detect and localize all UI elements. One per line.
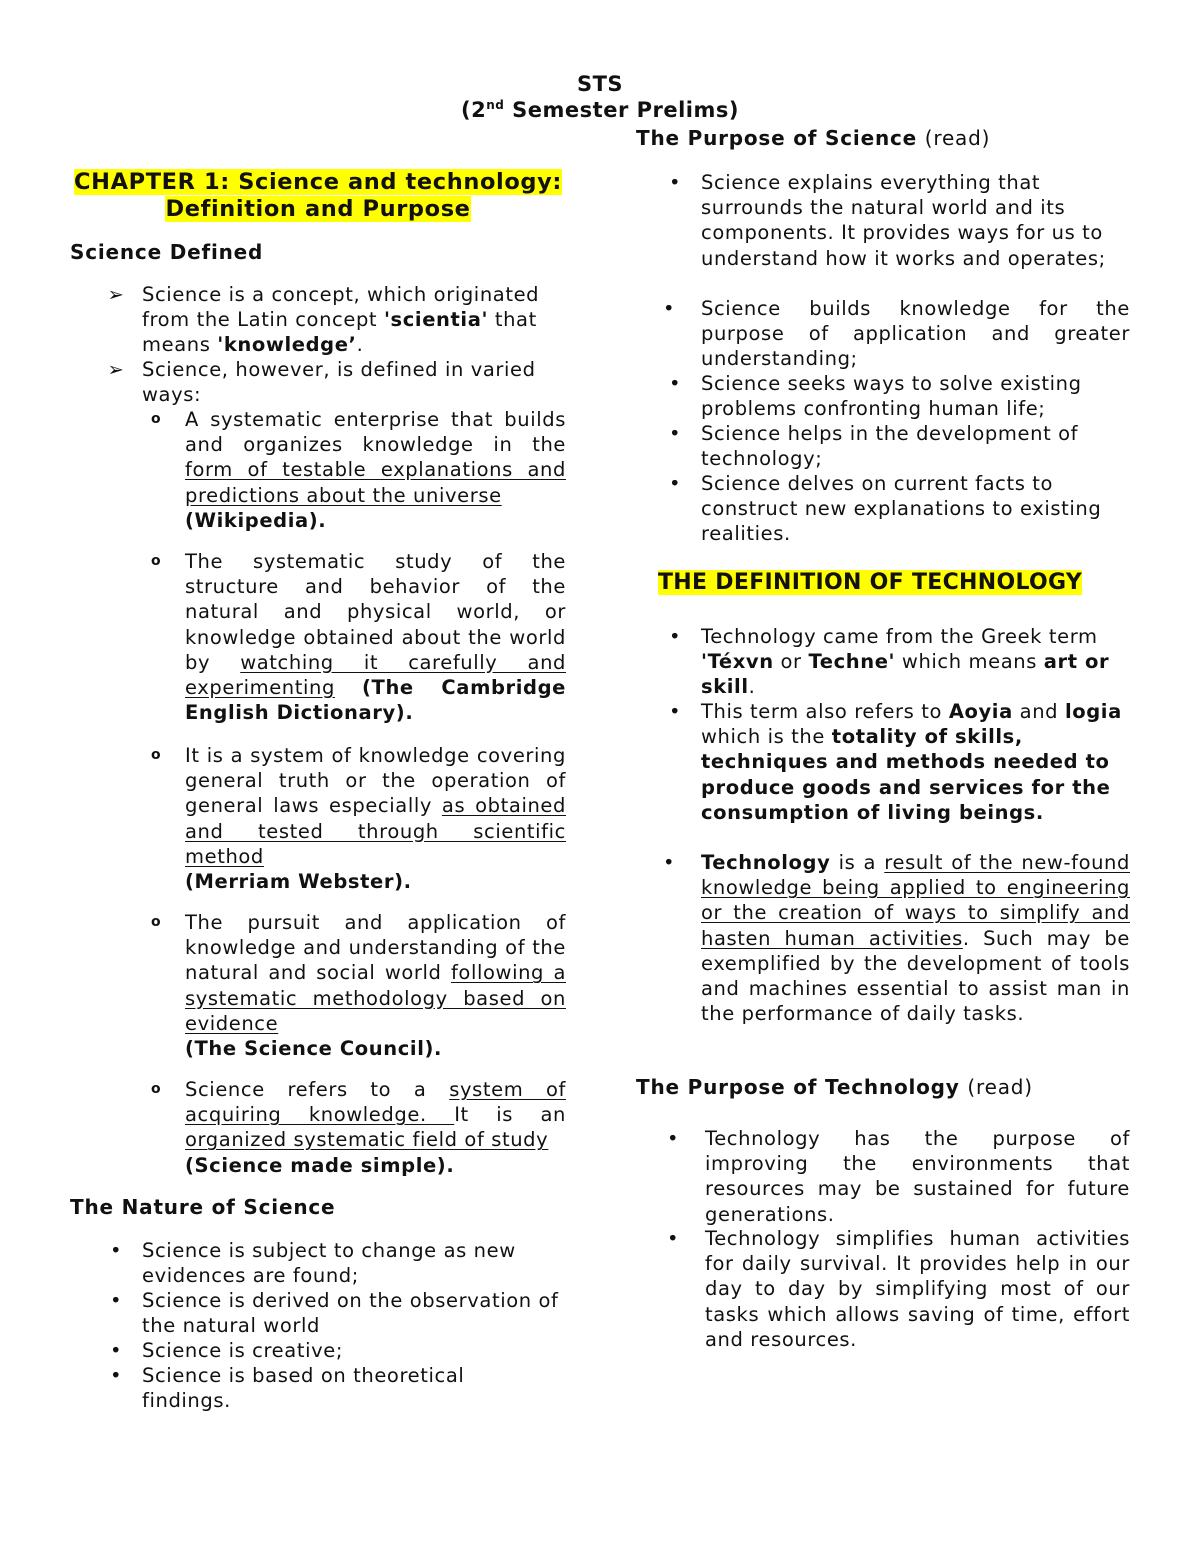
list-item: • Science delves on current facts to construct new explanations to existing realities. bbox=[701, 471, 1130, 547]
bullet-icon: • bbox=[668, 422, 682, 445]
list-item: ➢ Science, however, is defined in varied ways: bbox=[142, 357, 566, 407]
list-item: • Technology is a result of the new-found knowledge being applied to engineering or the creation of ways to simplify and hasten human activities. Such may be exemplified by the development of tools and machines essential to assist man in the performance of daily tasks. bbox=[663, 851, 1130, 1026]
bullet-icon: • bbox=[663, 851, 676, 874]
circle-bullet-icon: o bbox=[151, 1081, 162, 1097]
list-item: • Science is based on theoretical findings. bbox=[142, 1363, 492, 1413]
definition-item: o Science refers to a system of acquiring knowledge. It is an organized systematic field of study (Science made simple). bbox=[151, 1078, 566, 1177]
bullet-icon: • bbox=[109, 1289, 123, 1312]
circle-bullet-icon: o bbox=[151, 914, 162, 930]
list-item: ➢ Science is a concept, which originated from the Latin concept 'scientia' that means 'knowledge’. bbox=[142, 282, 566, 358]
definition-item: o It is a system of knowledge covering general truth or the operation of general laws especially as obtained and tested through scientific method (Merriam Webster). bbox=[151, 744, 566, 894]
arrow-bullet-icon: ➢ bbox=[107, 283, 125, 306]
bullet-icon: • bbox=[668, 472, 682, 495]
circle-bullet-icon: o bbox=[151, 411, 162, 427]
list-item: • Technology came from the Greek term 'Téxvn or Techne' which means art or skill. bbox=[701, 624, 1130, 700]
bullet-icon: • bbox=[109, 1239, 123, 1262]
list-item: • Science helps in the development of technology; bbox=[701, 421, 1130, 471]
circle-bullet-icon: o bbox=[151, 553, 162, 569]
bullet-icon: • bbox=[668, 171, 682, 194]
chapter-heading: CHAPTER 1: Science and technology: Definition and Purpose bbox=[74, 169, 562, 222]
nature-heading: The Nature of Science bbox=[70, 1195, 336, 1219]
list-item: • Science is derived on the observation of the natural world bbox=[142, 1288, 566, 1338]
bullet-icon: • bbox=[109, 1364, 123, 1387]
doc-title: STS bbox=[576, 72, 624, 96]
list-item: • Technology has the purpose of improving the environments that resources may be sustained for future generations. bbox=[667, 1127, 1130, 1226]
purpose-science-heading: The Purpose of Science (read) bbox=[636, 126, 991, 150]
list-item: • Technology simplifies human activities for daily survival. It provides help in our day to day by simplifying most of our tasks which allows saving of time, effort and resources. bbox=[667, 1227, 1130, 1351]
tech-definition-heading: THE DEFINITION OF TECHNOLOGY bbox=[658, 570, 1083, 595]
definition-item: o A systematic enterprise that builds and organizes knowledge in the form of testable explanations and predictions about the universe (Wikipedia). bbox=[151, 408, 566, 532]
list-item: • Science seeks ways to solve existing problems confronting human life; bbox=[701, 371, 1130, 421]
list-item: • Science is creative; bbox=[142, 1338, 566, 1363]
list-item: • Science explains everything that surrounds the natural world and its components. It provides ways for us to understand how it works and operates; bbox=[701, 170, 1130, 271]
list-item: • Science builds knowledge for the purpose of application and greater understanding; bbox=[663, 297, 1130, 371]
definition-item: o The pursuit and application of knowledge and understanding of the natural and social world following a systematic methodology based on evidence (The Science Council). bbox=[151, 911, 566, 1061]
list-item: • This term also refers to Aoyia and logia which is the totality of skills, techniques and methods needed to produce goods and services for the consumption of living beings. bbox=[701, 699, 1130, 825]
bullet-icon: • bbox=[667, 1127, 680, 1150]
bullet-icon: • bbox=[668, 700, 682, 723]
bullet-icon: • bbox=[109, 1339, 123, 1362]
bullet-icon: • bbox=[663, 297, 676, 320]
bullet-icon: • bbox=[667, 1227, 680, 1250]
bullet-icon: • bbox=[668, 372, 682, 395]
arrow-bullet-icon: ➢ bbox=[107, 358, 125, 381]
science-defined-heading: Science Defined bbox=[70, 240, 264, 264]
list-item: • Science is subject to change as new evidences are found; bbox=[142, 1238, 566, 1288]
doc-subtitle: (2nd Semester Prelims) bbox=[461, 98, 739, 122]
purpose-technology-heading: The Purpose of Technology (read) bbox=[636, 1075, 1033, 1099]
circle-bullet-icon: o bbox=[151, 747, 162, 763]
bullet-icon: • bbox=[668, 625, 682, 648]
definition-item: o The systematic study of the structure and behavior of the natural and physical world, or knowledge obtained about the world by watching it carefully and experimenting (The Cambridge English Dictionary). bbox=[151, 550, 567, 725]
